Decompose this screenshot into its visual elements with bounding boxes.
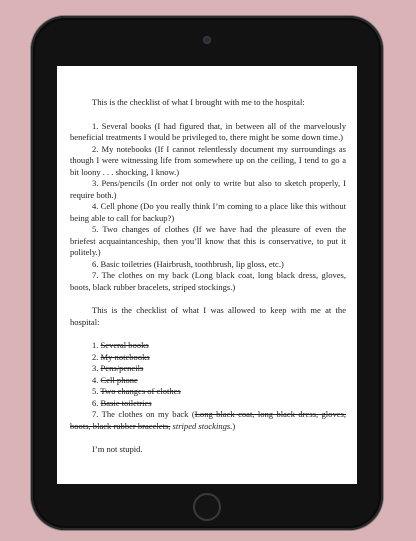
list-item: 7. The clothes on my back (Long black coat, long black dress, gloves, boots, black rubber bracelets, striped stockings.) bbox=[70, 270, 346, 292]
list-item: 5. Two changes of clothes (If we have had the pleasure of even the briefest acquaintanceship, then you’ll know that this is conservative, to put it politely.) bbox=[70, 224, 346, 257]
home-button[interactable] bbox=[193, 493, 221, 521]
kept-list bbox=[70, 340, 346, 432]
struck-text: Several books bbox=[100, 340, 149, 350]
item-number: 5. bbox=[92, 386, 101, 396]
list-item: 3. Pens/pencils (In order not only to write but also to sketch properly, I require both.) bbox=[70, 178, 346, 200]
struck-text: Basic toiletries bbox=[100, 397, 152, 408]
front-camera-icon bbox=[204, 37, 210, 43]
item-number: 1. bbox=[92, 340, 101, 350]
list-item bbox=[70, 398, 346, 410]
list-item bbox=[70, 363, 346, 375]
closing-line: I’m not stupid. bbox=[92, 444, 143, 454]
struck-text: My notebooks bbox=[100, 351, 150, 362]
item-number: 4. bbox=[92, 374, 101, 385]
tablet-device bbox=[31, 16, 383, 530]
page-text bbox=[70, 97, 346, 456]
list-item bbox=[70, 409, 346, 432]
intro-paragraph-2: This is the checklist of what I was allowed to keep with me at the hospital: bbox=[70, 305, 346, 327]
item-number: 6. bbox=[92, 397, 101, 408]
list-item bbox=[70, 386, 346, 398]
item-number: 7. bbox=[92, 409, 102, 419]
list-item: 4. Cell phone (Do you really think I’m coming to a place like this without being able to call for backup?) bbox=[70, 201, 346, 223]
reader-screen[interactable] bbox=[57, 66, 357, 484]
list-item: 2. My notebooks (If I cannot relentlessly document my surroundings as though I were witnessing life from somewhere up on the ceiling, I tend to go a bit loony . . . shocking, I know.) bbox=[70, 143, 346, 177]
intro-paragraph-1: This is the checklist of what I brought with me to the hospital: bbox=[92, 97, 305, 107]
list-item bbox=[70, 352, 346, 364]
item-number: 2. bbox=[92, 351, 101, 362]
list-item bbox=[70, 340, 346, 352]
item-number: 3. bbox=[92, 363, 101, 373]
list-item: 1. Several books (I had figured that, in between all of the marvelously beneficial treatments I would be privileged to, there might be some down time.) bbox=[70, 120, 346, 142]
italic-text: striped stockings. bbox=[170, 420, 233, 431]
struck-text: Two changes of clothes bbox=[100, 386, 181, 396]
brought-list bbox=[70, 121, 346, 294]
closing-paren: ) bbox=[232, 420, 236, 431]
list-item: 6. Basic toiletries (Hairbrush, toothbrush, lip gloss, etc.) bbox=[92, 258, 284, 269]
struck-text: Cell phone bbox=[100, 374, 138, 385]
kept-text: The clothes on my back ( bbox=[101, 409, 195, 419]
list-item bbox=[70, 375, 346, 387]
struck-text: Long black coat, long black dress, gloves, boots, black rubber bracelets, bbox=[70, 409, 346, 431]
struck-text: Pens/pencils bbox=[100, 363, 144, 373]
